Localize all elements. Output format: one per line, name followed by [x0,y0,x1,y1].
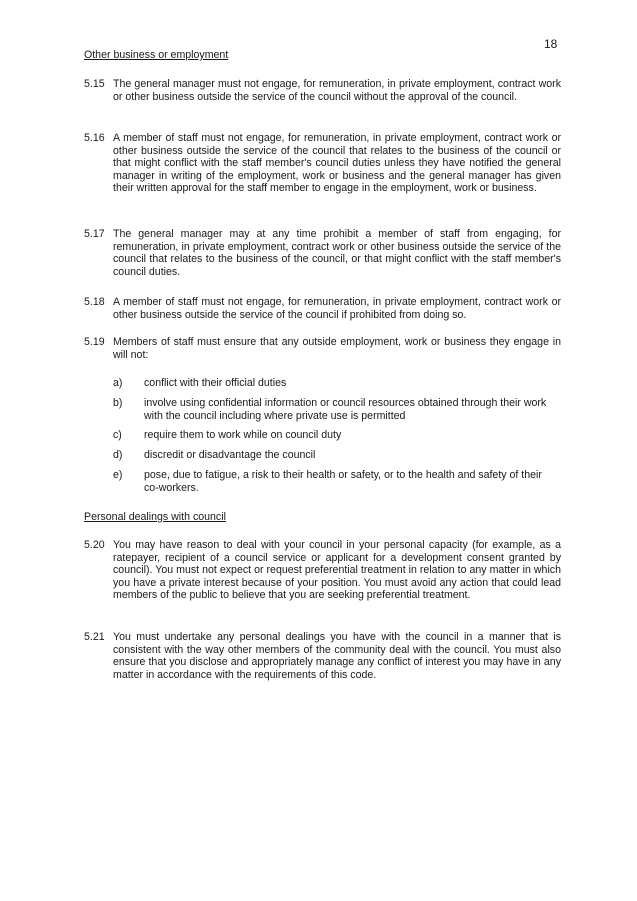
paragraph-text: The general manager may at any time prohibit a member of staff from engaging, for remuneration, in private employment, contract work or other business outside the service of the council that relates to the business of the council, or that might conflict with the staff member's council duties. [113,228,561,278]
paragraph-number: 5.15 [84,78,105,90]
list-item-d [113,449,553,462]
paragraph-5-21 [84,631,561,681]
list-item-text: pose, due to fatigue, a risk to their health or safety, or to the health and safety of their co-workers. [144,469,542,494]
page-number: 18 [544,37,558,51]
paragraph-5-20 [84,539,561,602]
paragraph-number: 5.19 [84,336,105,348]
list-item-letter: c) [113,429,122,441]
paragraph-text: Members of staff must ensure that any outside employment, work or business they engage in will not: [113,336,561,361]
list-item-text: conflict with their official duties [144,377,287,389]
paragraph-number: 5.18 [84,296,105,308]
list-item-text: require them to work while on council duty [144,429,342,441]
paragraph-text: A member of staff must not engage, for remuneration, in private employment, contract work or other business outside the service of the council if prohibited from doing so. [113,296,561,321]
section-heading-personal-dealings: Personal dealings with council [84,511,226,523]
paragraph-5-19 [84,336,561,361]
list-item-letter: b) [113,397,123,409]
paragraph-number: 5.17 [84,228,105,240]
list-item-letter: e) [113,469,123,481]
section-heading-other-business: Other business or employment [84,49,229,61]
list-item-text: involve using confidential information or council resources obtained through their work with the council including where private use is permitted [144,397,547,422]
paragraph-text: You must undertake any personal dealings you have with the council in a manner that is consistent with the way other members of the community deal with the council. You must also ensure that you disclose and appropriately manage any conflict of interest you may have in any matter in accordance with the requirements of this code. [113,631,561,681]
paragraph-number: 5.20 [84,539,105,551]
list-item-b [113,397,553,422]
list-item-letter: a) [113,377,123,389]
list-item-letter: d) [113,449,123,461]
list-item-c [113,429,553,442]
paragraph-5-16 [84,132,561,195]
paragraph-number: 5.16 [84,132,105,144]
paragraph-5-15 [84,78,561,103]
list-item-e [113,469,553,494]
paragraph-text: You may have reason to deal with your council in your personal capacity (for example, as a ratepayer, recipient of a council service or applicant for a development consent granted by council). You must not expect or request preferential treatment in relation to any matter in which you have a private interest because of your position. You must avoid any action that could lead members of the public to believe that you are seeking preferential treatment. [113,539,561,601]
paragraph-5-17 [84,228,561,278]
paragraph-5-18 [84,296,561,321]
list-item-a [113,377,553,390]
paragraph-text: The general manager must not engage, for remuneration, in private employment, contract work or other business outside the service of the council without the approval of the council. [113,78,561,103]
list-item-text: discredit or disadvantage the council [144,449,316,461]
paragraph-text: A member of staff must not engage, for remuneration, in private employment, contract work or other business outside the service of the council that relates to the business of the council or that might conflict with the staff member's council duties unless they have notified the general manager in writing of the employment, work or business and the general manager has given their written approval for the staff member to engage in the employment, work or business. [113,132,561,194]
paragraph-number: 5.21 [84,631,105,643]
